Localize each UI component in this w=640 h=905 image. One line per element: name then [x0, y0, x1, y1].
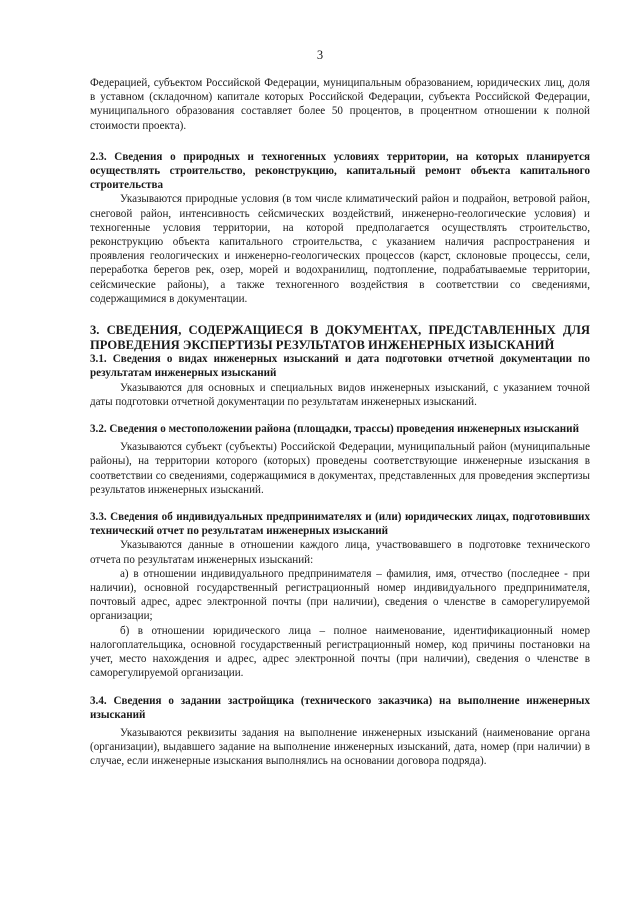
section-3-4-heading: 3.4. Сведения о задании застройщика (технического заказчика) на выполнение инженерных изысканий [90, 694, 590, 721]
section-3-3-heading: 3.3. Сведения об индивидуальных предпринимателях и (или) юридических лицах, подготовивших технический отчет по результатам инженерных изысканий [90, 511, 590, 538]
section-2-3-text: Указываются природные условия (в том числе климатический район и подрайон, ветровой район, снеговой район, интенсивность сейсмических воздействий, инженерно-геологические условия) и техногенные условия территории, на которой предполагается осуществлять строительство, реконструкцию объекта капитального строительства, с указанием наличия распространения и проявления геологических и инженерно-геологических процессов (карст, склоновые процессы, сели, переработка берегов рек, озер, морей и водохранилищ, подтопление, подрабатываемые территории, сейсмические районы), а также техногенного воздействия в соответствии со сведениями, содержащимися в документации. [90, 193, 590, 305]
section-3-4-text: Указываются реквизиты задания на выполнение инженерных изысканий (наименование органа (организации), выдавшего задание на выполнение инженерных изысканий, дата, номер (при наличии) в случае, если инженерные изыскания выполнялись на основании договора подряда). [90, 726, 590, 768]
section-3-2-heading: 3.2. Сведения о местоположении района (площадки, трассы) проведения инженерных изысканий [90, 423, 579, 436]
section-3-3-item-b: б) в отношении юридического лица – полное наименование, идентификационный номер налогоплательщика, основной государственный регистрационный номер, код причины постановки на учет, место нахождения и адрес, адрес электронной почты (при наличии), сведения о членстве в саморегулируемой организации. [90, 624, 590, 680]
section-3-3-item-a: а) в отношении индивидуального предпринимателя – фамилия, имя, отчество (последнее - при наличии), основной государственный регистрационный номер индивидуального предпринимателя, почтовый адрес, адрес электронной почты (при наличии), сведения о членстве в саморегулируемой организации; [90, 567, 590, 623]
document-body [90, 76, 590, 769]
section-3-3-text: Указываются данные в отношении каждого лица, участвовавшего в подготовке технического отчета по результатам инженерных изысканий: [90, 539, 590, 566]
intro-paragraph: Федерацией, субъектом Российской Федерации, муниципальным образованием, юридических лиц, доля в уставном (складочном) капитале которых Российской Федерации, субъекта Российской Федерации, муниципального образования составляет более 50 процентов, в процентном отношении к полной стоимости проекта). [90, 77, 590, 132]
section-3-1-heading: 3.1. Сведения о видах инженерных изысканий и дата подготовки отчетной документации по результатам инженерных изысканий [90, 353, 590, 380]
page-number: 3 [316, 48, 324, 62]
section-3-1-text: Указываются для основных и специальных видов инженерных изысканий, с указанием точной даты подготовки отчетной документации по результатам инженерных изысканий. [90, 381, 590, 408]
section-3-2-text: Указываются субъект (субъекты) Российской Федерации, муниципальный район (муниципальные районы), на территории которого (которых) проведены соответствующие инженерные изыскания в соответствии со сведениями, содержащимися в документах, представленных для проведения экспертизы результатов инженерных изысканий. [90, 441, 590, 496]
section-2-3-heading: 2.3. Сведения о природных и техногенных условиях территории, на которых планируется осуществлять строительство, реконструкцию, капитальный ремонт объекта капитального строительства [90, 150, 590, 192]
section-3-heading: 3. СВЕДЕНИЯ, СОДЕРЖАЩИЕСЯ В ДОКУМЕНТАХ, ПРЕДСТАВЛЕННЫХ ДЛЯ ПРОВЕДЕНИЯ ЭКСПЕРТИЗЫ РЕЗУЛЬТАТОВ ИНЖЕНЕРНЫХ ИЗЫСКАНИЙ [90, 323, 590, 352]
